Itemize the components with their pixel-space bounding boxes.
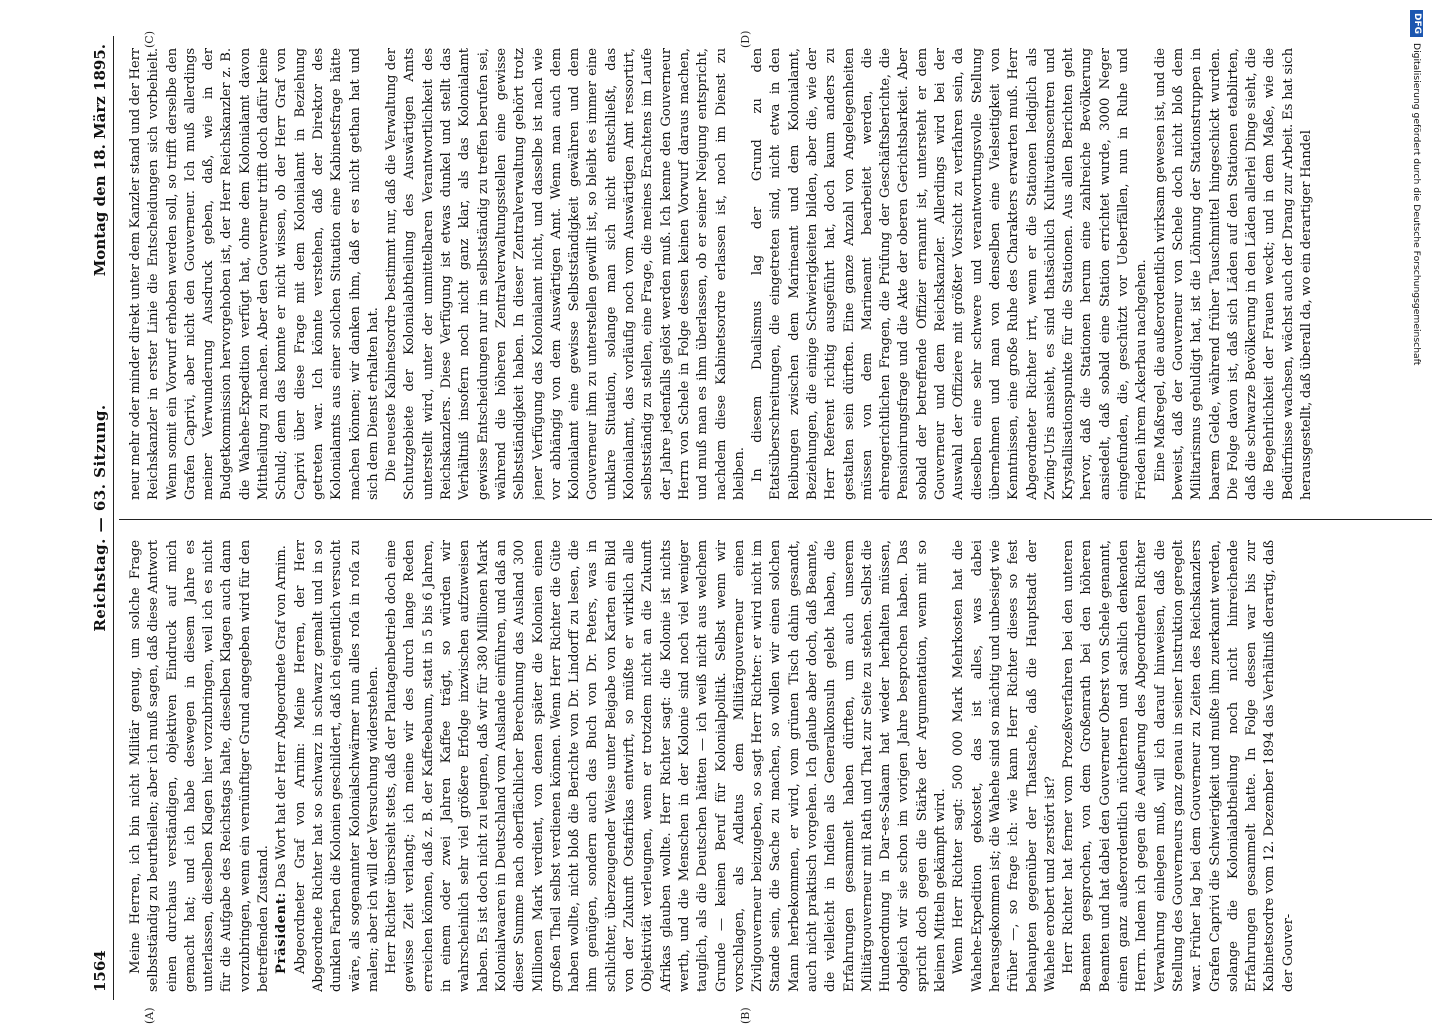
margin-mark-a: (A) [143, 1007, 156, 1024]
speaker-label: Präsident: [274, 891, 290, 974]
paragraph: Herr Richter übersieht stets, daß der Plantagenbetrieb doch eine gewisse Zeit verlangt; ich meine wir des durch lange Reden erreichen können, daß z. B. der Kaffeebaum, statt in 5 bis 6 Jahren, in einem oder zwei Jahren Kaffee trägt, so würden wir wahrscheinlich sehr viel größere Erfolge inzwischen aufzuweisen haben. Es ist doch nicht zu leugnen, daß wir für 380 Millionen Mark Kolonialwaaren in Deutschland vom Auslande einführen, und daß an dieser Summe nach oberflächlicher Berechnung das Ausland 300 Millionen Mark verdient, von denen später die Kolonien einen großen Theil selbst verdienen können. Wenn Herr Richter die Güte haben wollte, nicht bloß die Berichte von Dr. Lindorff zu lesen, die ihm genügen, sondern auch das Buch von Dr. Peters, was in schlichter, überzeugender Weise unter Beigabe von Karten ein Bild von der Zukunft Ostafrikas entwirft, so müßte er wirklich alle Objektivität verleugnen, wenn er trotzdem nicht an die Zukunft Afrikas glauben wollte. Herr Richter sagt: die Kolonie ist nichts werth, und die Menschen in der Kolonie sind noch viel weniger tauglich, als die Deutschen hätten — ich weiß nicht aus welchem Grunde — keinen Beruf für Kolonialpolitik. Selbst wenn wir vorschlagen, als Adlatus dem Militärgouverneur einen Zivilgouverneur beizugeben, so sagt Herr Richter: er wird nicht im Stande sein, die Sache zu machen, so wollen wir einen solchen Mann herbekommen, er wird, vom grünen Tisch dahin gesandt, auch nicht praktisch vorgehen. Ich glaube aber doch, daß Beamte, die vielleicht in Indien als Generalkonsuln gelebt haben, die Erfahrungen gesammelt haben dürften, um auch unserem Militärgouverneur mit Rath und That zur Seite zu stehen. Selbst die Hundeordnung in Dar-es-Salaam hat wieder herhalten müssen, obgleich wir sie schon im vorigen Jahre besprochen haben. Das spricht doch gegen die Stärke der Argumentation, wenn mit so kleinen Mitteln gekämpft wird. [384, 540, 949, 992]
header-rule [113, 36, 114, 1000]
session-date: Montag den 18. März 1895. [91, 44, 109, 277]
paragraph: Die neueste Kabinetsordre bestimmt nur, daß die Verwaltung der Schutzgebiete der Kolonialabtheilung des Auswärtigen Amts unterstellt wird, unter der unmittelbaren Verantwortlichkeit des Reichskanzlers. Diese Verfügung ist etwas dunkel und stellt das Verhältniß insofern noch nicht ganz klar, als das Kolonialamt gewisse Entscheidungen nur im selbstständig zu treffen berufen sei, während die höheren Zentralverwaltungsstellen eine gewisse Selbstständigkeit haben. In dieser Zentralverwaltung gehört trotz jener Verfügung das Kolonialamt nicht, und dasselbe ist nach wie vor abhängig von dem Auswärtigen Amt. Wenn man auch dem Kolonialamt eine gewisse Selbstständigkeit gewähren und dem Gouverneur ihm zu unterstellen gewillt ist, so bleibt es immer eine unklare Situation, solange man sich nicht entschließt, das Kolonialamt, das vorläufig noch vom Auswärtigen Amt ressortirt, selbstständig zu stellen, eine Frage, die meines Erachtens im Laufe der Jahre jedenfalls gelöst werden muß. Ich kenne den Gouverneur Herrn von Schele in Folge dessen keinen Vorwurf daraus machen, und muß man es ihm überlassen, ob er seiner Neigung entspricht, nachdem diese Kabinetsordre erlassen ist, noch im Dienst zu bleiben. [384, 48, 747, 500]
president-text: Das Wort hat der Herr Abgeordnete Graf von Arnim. [274, 545, 290, 889]
paragraph: Herr Richter hat ferner vom Prozeßverfahren bei den unteren Beamten gesprochen, von dem Großenrath bei den höheren Beamten und hat dabei den Gouverneur Oberst von Schele genannt, einen ganz außerordentlich nüchternen und sachlich denkenden Herrn. Indem ich gegen die Aeußerung des Abgeordneten Richter Verwahrung einlegen muß, will ich darauf hinweisen, daß die Stellung des Gouverneurs ganz genau in seiner Instruktion geregelt war. Früher lag bei dem Gouverneur zu Zeiten des Reichskanzlers Grafen Caprivi die Schwierigkeit und mußte ihm zuerkannt werden, solange die Kolonialabtheilung noch nicht hinreichende Erfahrungen gesammelt hatte. In Folge dessen war bis zur Kabinetsordre vom 12. Dezember 1894 das Verhältniß derartig, daß der Gouver- [1061, 540, 1296, 992]
digitization-credit [1404, 6, 1428, 996]
dfg-logo: DFG [1410, 10, 1423, 37]
paragraph: In diesem Dualismus lag der Grund zu den Etatsüberschreitungen, die eingetreten sind, nicht etwa in den Reibungen zwischen dem Marineamt und dem Kolonialamt, Beziehungen, die einige Schwierigkeiten bilden, aber die, wie der Herr Referent richtig ausgeführt hat, doch kaum anders zu gestalten sein dürften. Eine ganze Anzahl von Angelegenheiten müssen von dem Marineamt bearbeitet werden, die ehrengerichtlichen Fragen, die Prüfung der Geschäftsberichte, die Pensionirungsfrage und die Akte der oberen Gerichtsbarkeit. Aber sobald der betreffende Offizier ernannt ist, untersteht er dem Gouverneur und dem Reichskanzler. Allerdings wird bei der Auswahl der Offiziere mit größter Vorsicht zu verfahren sein, da dieselben eine sehr schwere und verantwortungsvolle Stellung übernehmen und man von denselben eine Vielseitigkeit von Kenntnissen, eine große Ruhe des Charakters erwarten muß. Herr Abgeordneter Richter irrt, wenn er die Stationen lediglich als Zwing-Uris ansieht, es sind thatsächlich Kultivationscentren und Krystallisationspunkte für die Stationen. Aus allen Berichten geht hervor, daß die Stationen herum eine zahlreiche Bevölkerung ansiedelt, daß sobald eine Station errichtet wurde, 3000 Neger eingefunden, die, geschützt vor Ueberfällen, nun in Ruhe und Frieden ihrem Ackerbau nachgehen. [750, 48, 1150, 500]
left-column [127, 540, 1432, 992]
paragraph: Eine Maßregel, die außerordentlich wirksam gewesen ist, und die beweist, daß der Gouverneur von Schele doch nicht bloß dem Militarismus gehuldigt hat, ist die Löhnung der Stationstruppen in baarem Gelde, während früher Tauschmittel hingeschickt wurden. Die Folge davon ist, daß sich Läden auf den Stationen etablirten, daß die schwarze Bevölkerung in den Läden allerlei Dinge sieht, die die Begehrlichkeit der Frauen weckt; und in dem Maße, wie die Bedürfnisse wachsen, wächst auch der Drang zur Arbeit. Es hat sich herausgestellt, daß überall da, wo ein derartiger Handel [1152, 48, 1314, 500]
credit-text: Digitalisierung gefördert durch die Deutsche Forschungsgemeinschaft [1411, 43, 1422, 366]
column-divider [119, 519, 1432, 520]
right-column [127, 48, 1432, 500]
paragraph: Meine Herren, ich bin nicht Militär genug, um solche Frage selbstständig zu beurtheilen; aber ich muß sagen, daß diese Antwort einen durchaus verständigen, objektiven Eindruck auf mich gemacht hat; und ich habe deswegen in diesem Jahre es unterlassen, dieselben Klagen hier vorzubringen, weil ich es nicht für die Aufgabe des Reichstags halte, dieselben Klagen auch dann vorzubringen, wenn ein vernünftiger Grund angegeben wird für den betreffenden Zustand. [128, 540, 272, 992]
margin-mark-d: (D) [739, 30, 752, 48]
margin-mark-c: (C) [143, 31, 156, 48]
paragraph: Abgeordneter Graf von Arnim: Meine Herren, der Herr Abgeordnete Richter hat so schwarz in schwarz gemalt und in so dunklen Farben die Kolonien geschildert, daß ich eigentlich versucht wäre, als sogenannter Kolonialschwärmer nun alles roſa in roſa zu malen; aber ich will der Versuchung widerstehen. [292, 540, 381, 992]
margin-mark-b: (B) [739, 1007, 752, 1024]
paragraph: neur mehr oder minder direkt unter dem Kanzler stand und der Herr Reichskanzler in erster Linie die Entscheidungen sich vorbehielt. Wenn somit ein Vorwurf erhoben werden soll, so trifft derselbe den Grafen Caprivi, aber nicht den Gouverneur. Ich muß allerdings meiner Verwunderung Ausdruck geben, daß, wie in der Budgetkommission hervorgehoben ist, der Herr Reichskanzler z. B. die Wahehe-Expedition verfügt hat, ohne dem Kolonialamt davon Mittheilung zu machen. Aber den Gouverneur trifft doch dafür keine Schuld; denn das konnte er nicht wissen, ob der Herr Graf von Caprivi über diese Frage mit dem Kolonialamt in Beziehung getreten war. Ich könnte verstehen, daß der Direktor des Kolonialamts aus einer solchen Situation eine Kabinetsfrage hätte machen können; wir danken ihm, daß er es nicht gethan hat und sich dem Dienst erhalten hat. [128, 48, 381, 500]
newspaper-page [91, 30, 1432, 1024]
president-paragraph [273, 540, 291, 992]
paragraph: Wenn Herr Richter sagt: 500 000 Mark Mehrkosten hat die Wahehe-Expedition gekostet, das ist alles, was dabei herausgekommen ist; die Wahehe sind so mächtig und unbesiegt wie früher —, so frage ich: wie kann Herr Richter dieses so fest behaupten gegenüber der Thatsache, daß die Hauptstadt der Wahehe erobert und zerstört ist? [951, 540, 1058, 992]
session-title: Reichstag. — 63. Sitzung. [91, 404, 109, 632]
page-number: 1564 [91, 950, 109, 992]
